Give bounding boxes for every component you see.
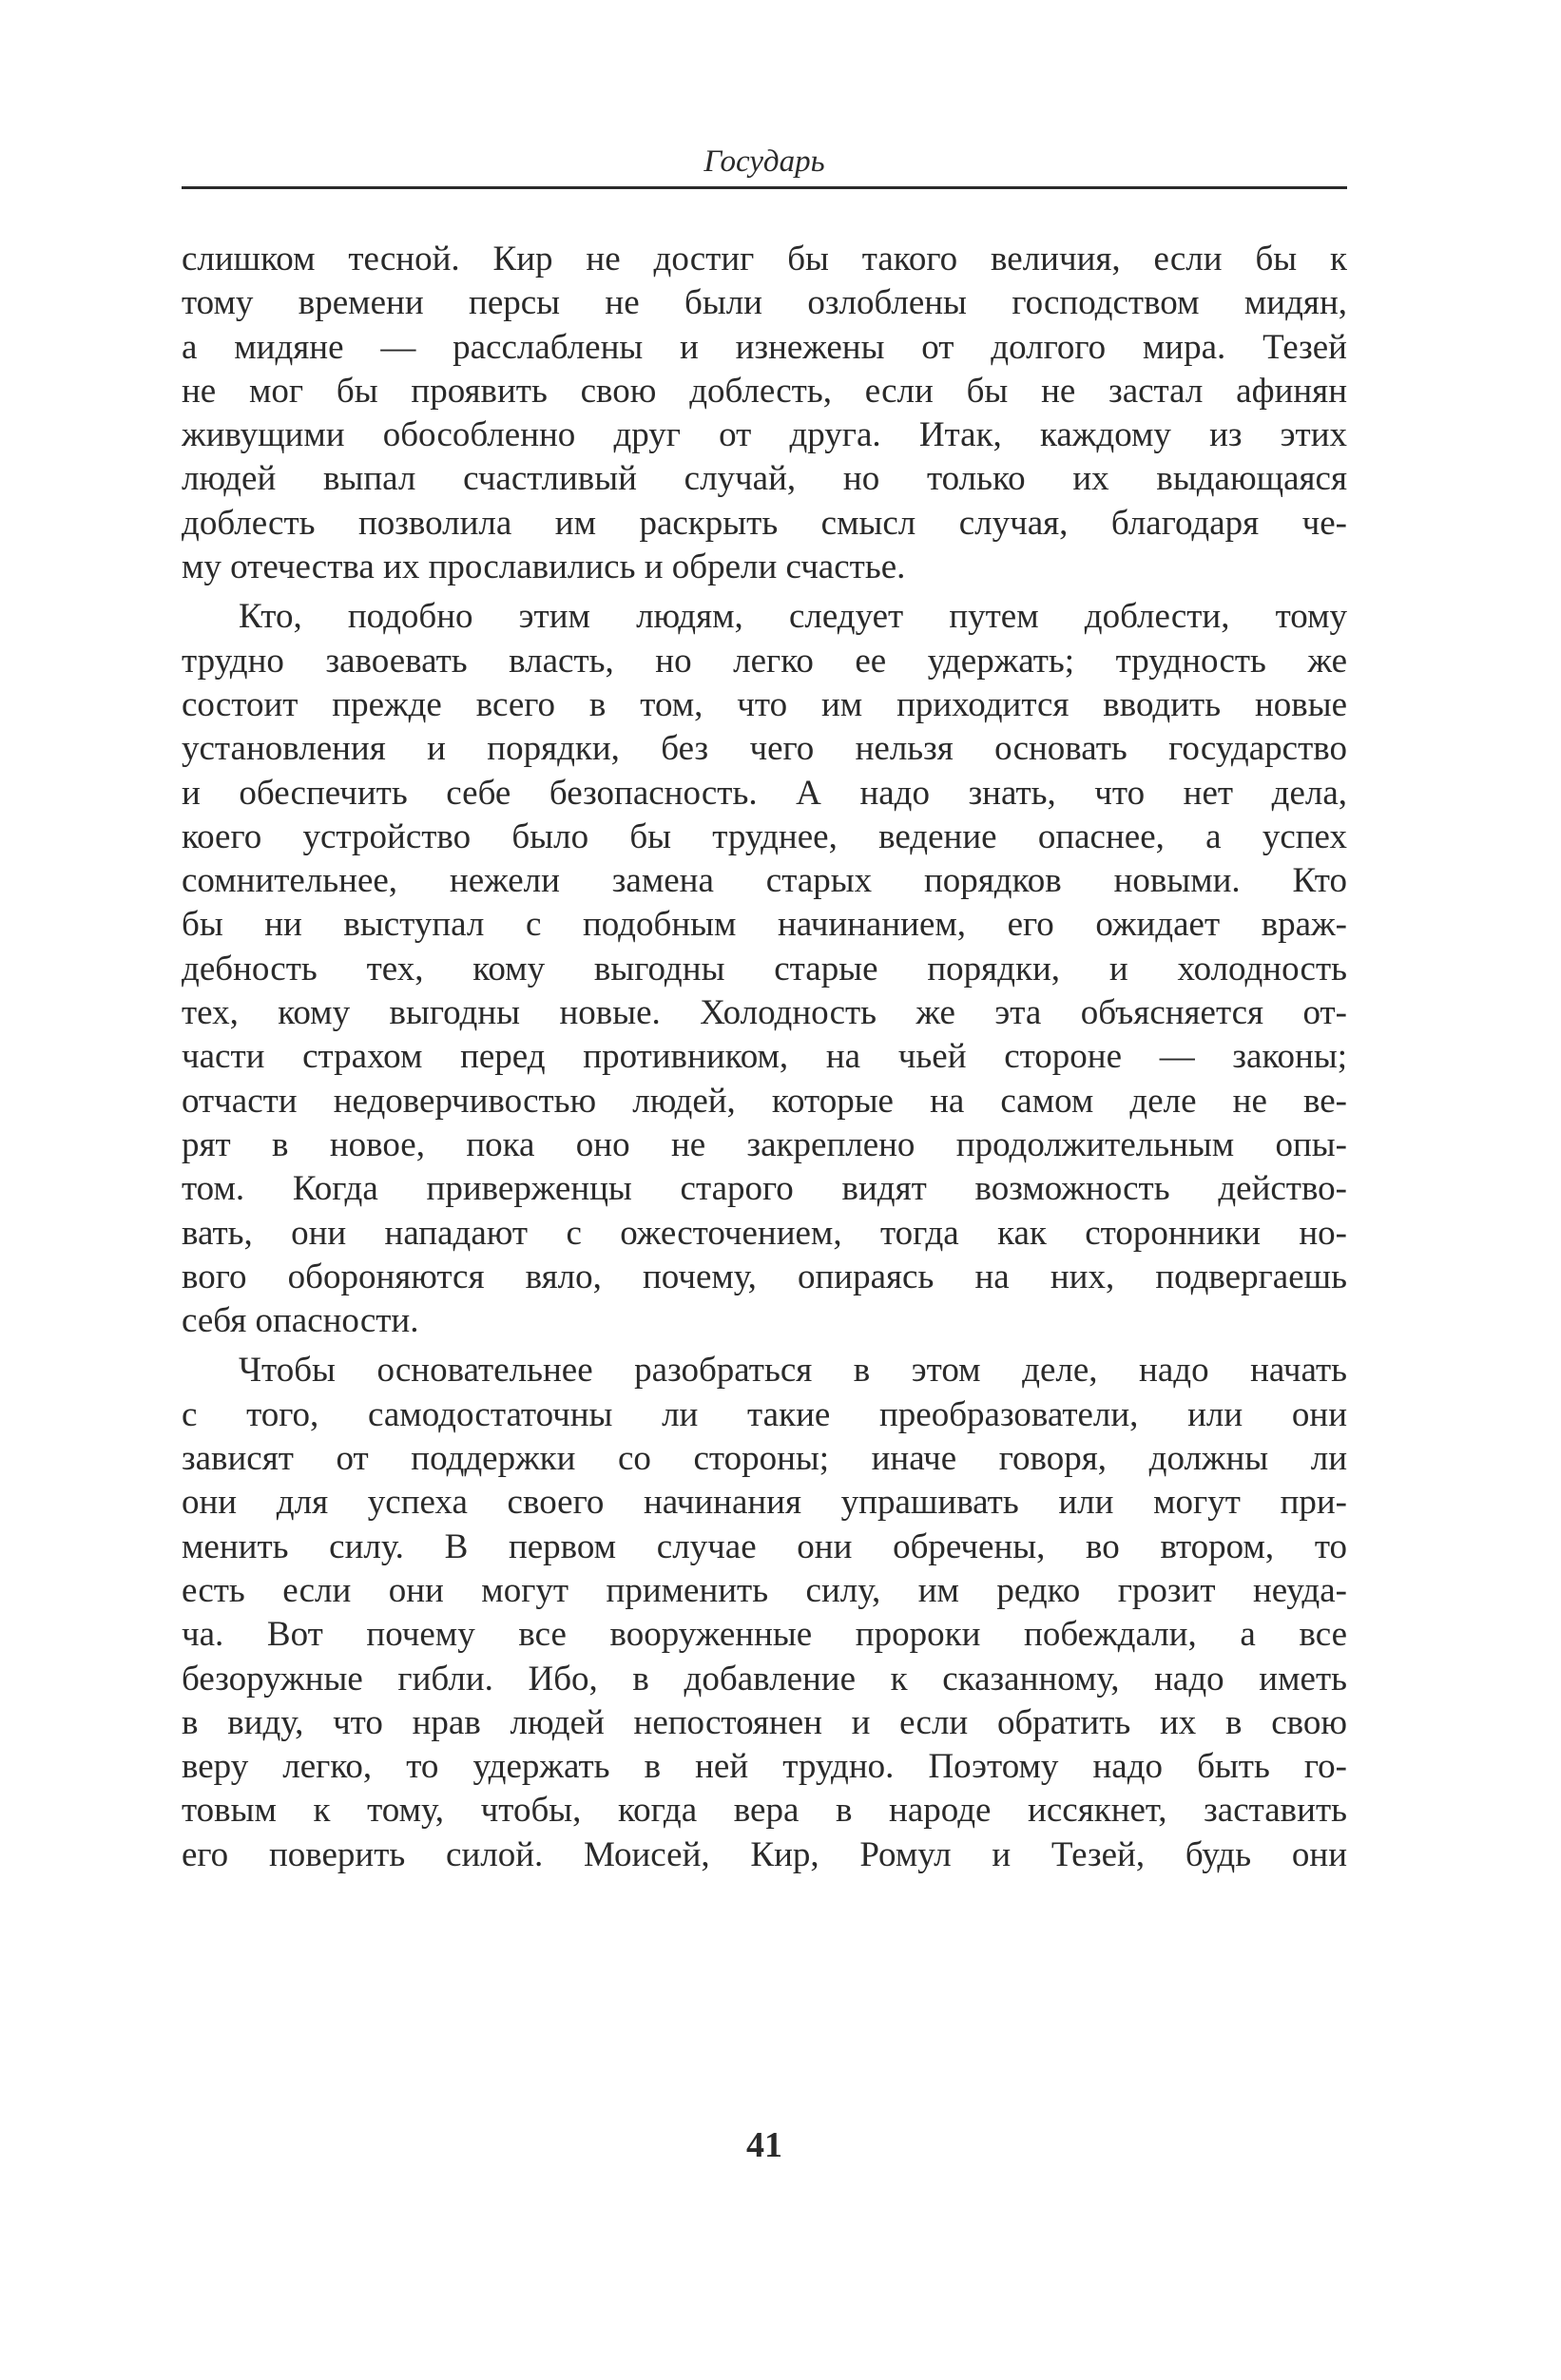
text-line: живущими обособленно друг от друга. Итак, каждому из этих	[182, 415, 1347, 455]
text-line: установления и порядки, без чего нельзя основать государство	[182, 729, 1347, 769]
body-text	[182, 238, 1347, 1883]
text-line: отчасти недоверчивостью людей, которые на самом деле не ве-	[182, 1081, 1347, 1121]
text-line: Чтобы основательнее разобраться в этом деле, надо начать	[239, 1351, 1347, 1391]
text-line: товым к тому, чтобы, когда вера в народе иссякнет, заставить	[182, 1791, 1347, 1831]
text-line: состоит прежде всего в том, что им приходится вводить новые	[182, 684, 1347, 724]
text-line: безоружные гибли. Ибо, в добавление к сказанному, надо иметь	[182, 1659, 1347, 1699]
text-line: себя опасности.	[182, 1301, 419, 1341]
text-line: и обеспечить себе безопасность. А надо знать, что нет дела,	[182, 773, 1347, 813]
text-line: зависят от поддержки со стороны; иначе говоря, должны ли	[182, 1439, 1347, 1479]
text-line: вого обороняются вяло, почему, опираясь на них, подвергаешь	[182, 1257, 1347, 1296]
running-head: Государь	[703, 144, 825, 179]
text-line: трудно завоевать власть, но легко ее удержать; трудность же	[182, 641, 1347, 681]
text-line: слишком тесной. Кир не достиг бы такого величия, если бы к	[182, 240, 1347, 278]
text-line: вать, они нападают с ожесточением, тогда как сторонники но-	[182, 1213, 1347, 1253]
text-line: том. Когда приверженцы старого видят возможность действо-	[182, 1169, 1347, 1209]
text-line: части страхом перед противником, на чьей стороне — законы;	[182, 1037, 1347, 1077]
page-number: 41	[746, 2125, 782, 2165]
book-page	[182, 0, 1347, 2380]
text-line: людей выпал счастливый случай, но только их выдающаяся	[182, 459, 1347, 499]
header-rule	[182, 186, 1347, 189]
text-line: с того, самодостаточны ли такие преобразователи, или они	[182, 1394, 1347, 1434]
text-line: они для успеха своего начинания упрашивать или могут при-	[182, 1483, 1347, 1523]
text-line: а мидяне — расслаблены и изнежены от долгого мира. Тезей	[182, 327, 1347, 367]
text-line: коего устройство было бы труднее, ведение опаснее, а успех	[182, 816, 1347, 856]
paragraph-2	[182, 595, 1347, 1343]
text-line: дебность тех, кому выгодны старые порядки, и холодность	[182, 949, 1347, 988]
text-line: доблесть позволила им раскрыть смысл случая, благодаря че-	[182, 503, 1347, 543]
text-line: не мог бы проявить свою доблесть, если бы не застал афинян	[182, 371, 1347, 411]
text-line: тех, кому выгодны новые. Холодность же эта объясняется от-	[182, 993, 1347, 1033]
text-line: Кто, подобно этим людям, следует путем доблести, тому	[239, 597, 1347, 637]
text-line: ча. Вот почему все вооруженные пророки побеждали, а все	[182, 1615, 1347, 1655]
paragraph-3	[182, 1349, 1347, 1877]
text-line: его поверить силой. Моисей, Кир, Ромул и Тезей, будь они	[182, 1834, 1347, 1874]
text-line: в виду, что нрав людей непостоянен и если обратить их в свою	[182, 1702, 1347, 1742]
text-line: веру легко, то удержать в ней трудно. Поэтому надо быть го-	[182, 1747, 1347, 1787]
text-line: сомнительнее, нежели замена старых порядков новыми. Кто	[182, 861, 1347, 901]
text-line: менить силу. В первом случае они обречены, во втором, то	[182, 1526, 1347, 1566]
text-line: тому времени персы не были озлоблены господством мидян,	[182, 283, 1347, 323]
text-line: му отечества их прославились и обрели счастье.	[182, 547, 906, 587]
text-line: рят в новое, пока оно не закреплено продолжительным опы-	[182, 1124, 1347, 1164]
text-line: есть если они могут применить силу, им редко грозит неуда-	[182, 1570, 1347, 1610]
text-line: бы ни выступал с подобным начинанием, его ожидает враж-	[182, 905, 1347, 945]
paragraph-1	[182, 238, 1347, 589]
